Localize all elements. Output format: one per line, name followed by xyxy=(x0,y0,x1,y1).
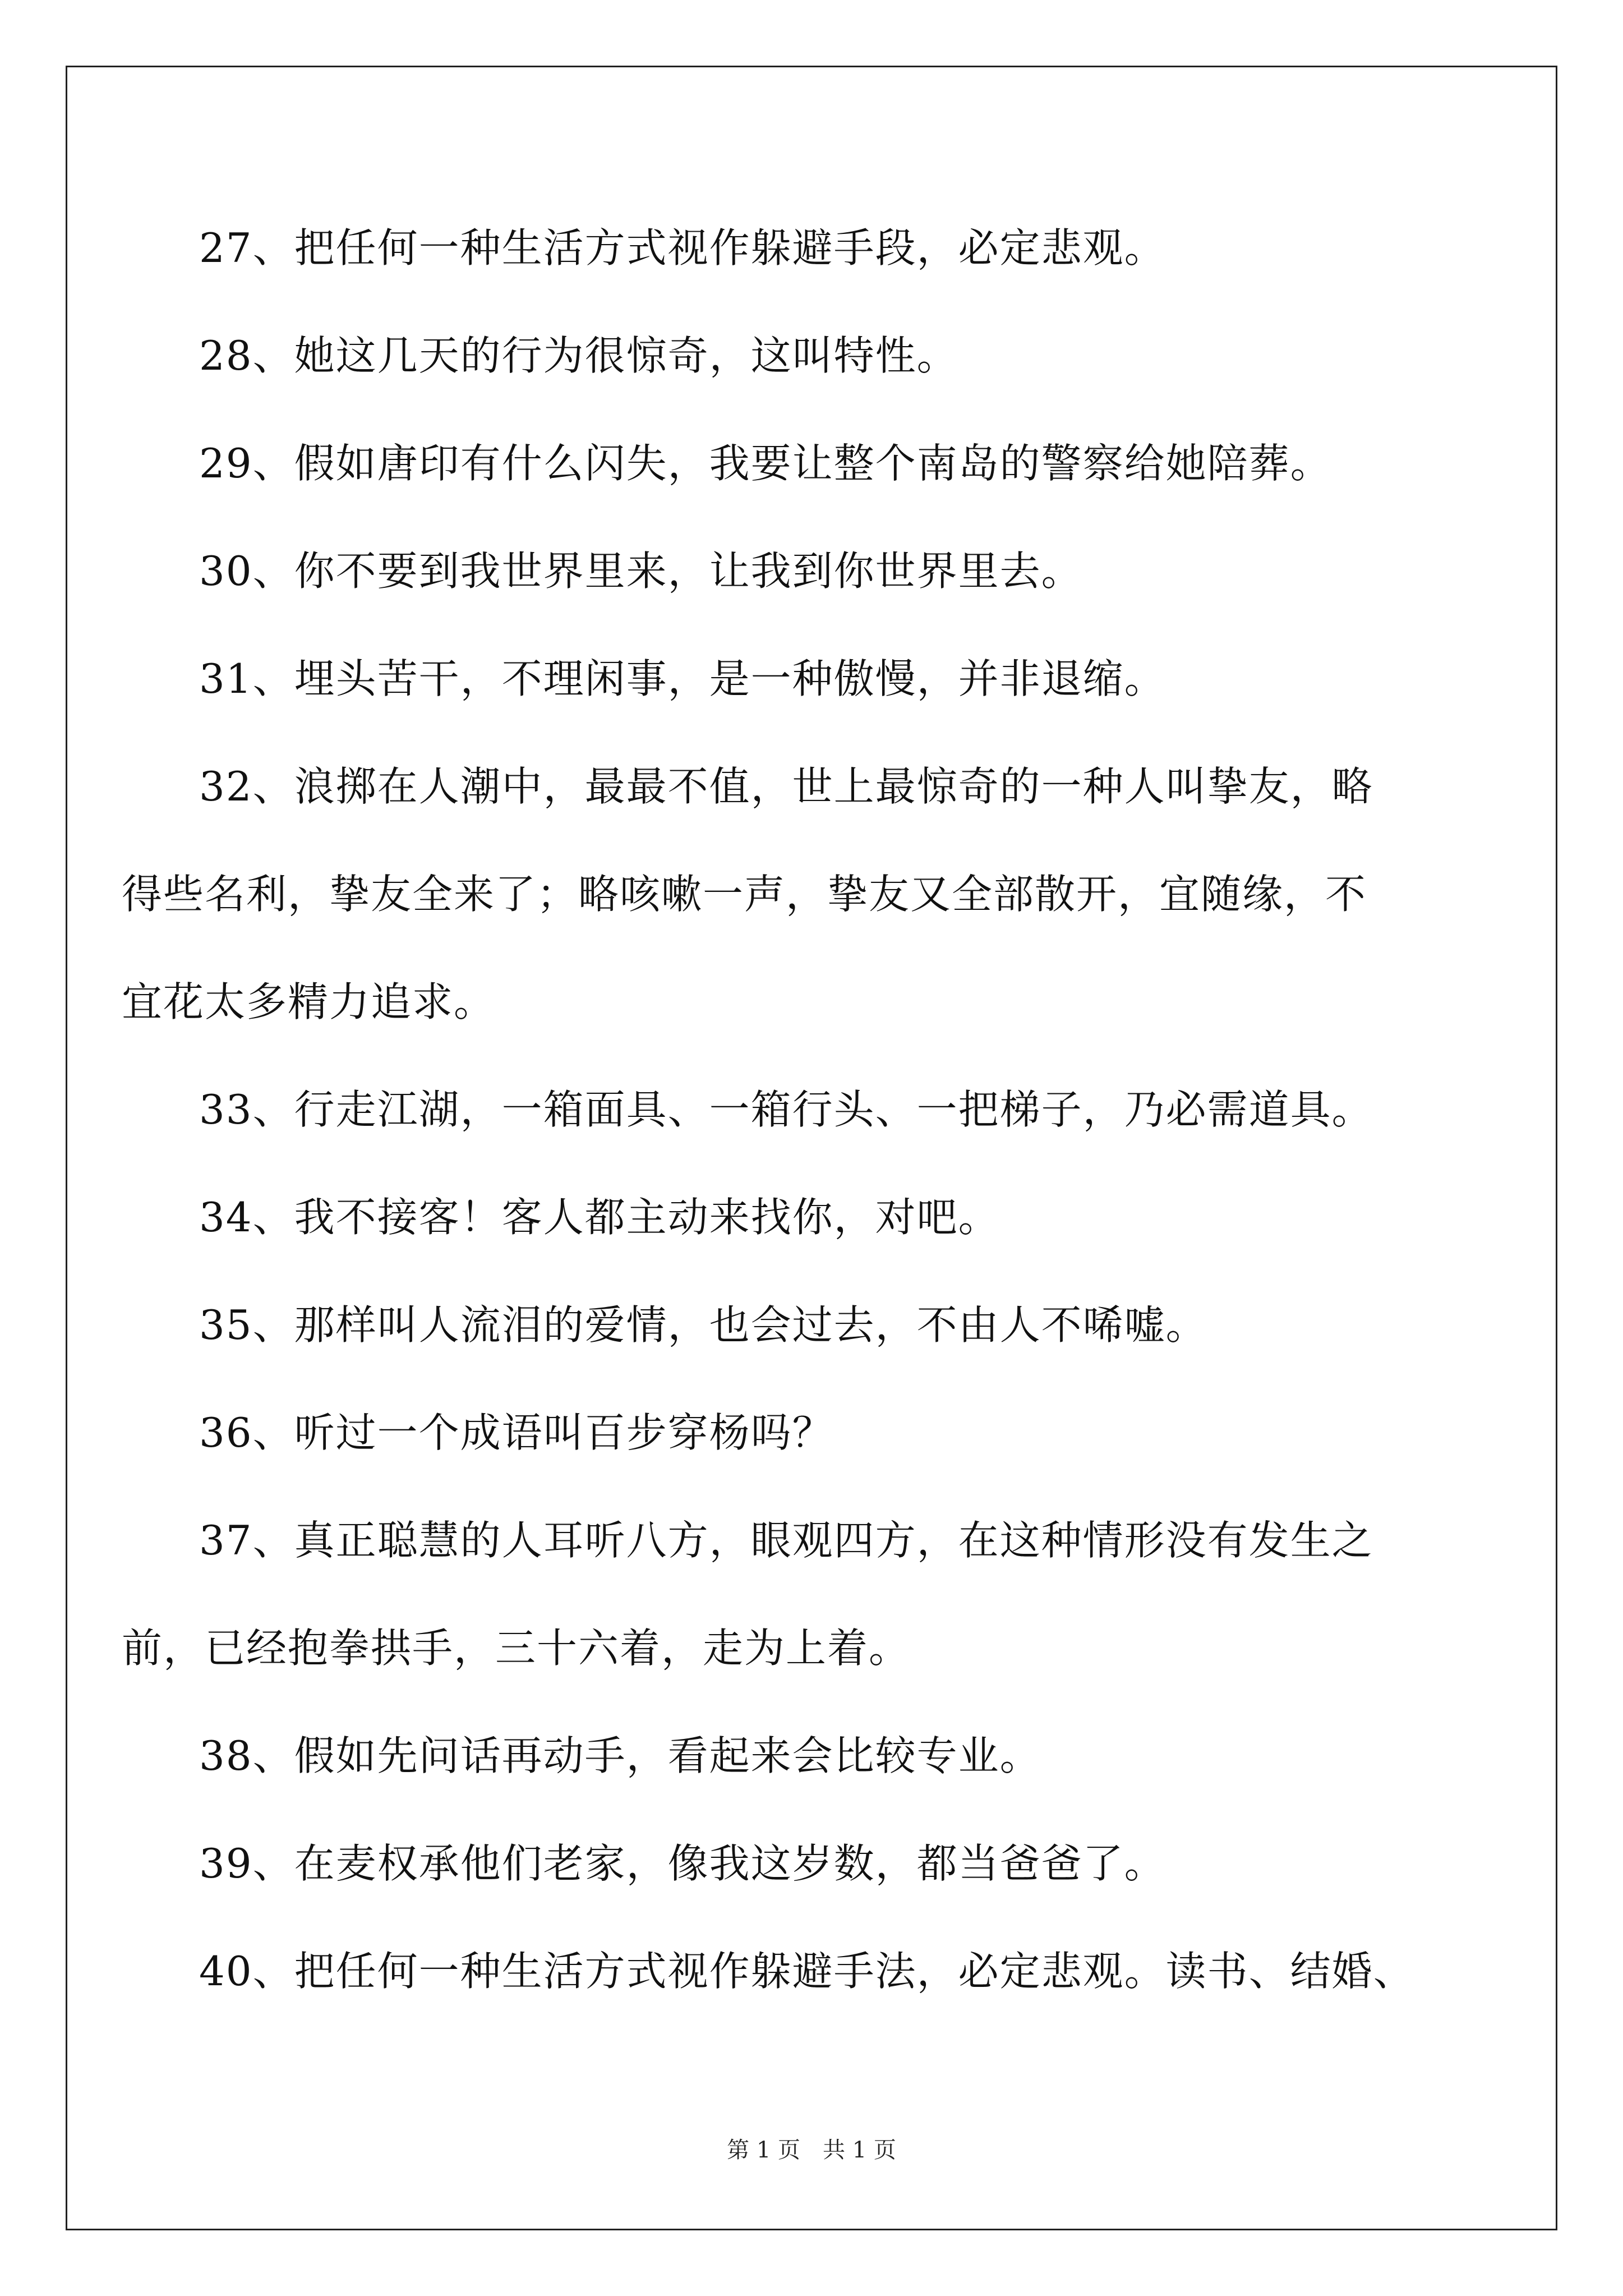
text-line: 29、假如唐印有什么闪失，我要让整个南岛的警察给她陪葬。 xyxy=(199,440,1332,487)
text-line: 31、埋头苦干，不理闲事，是一种傲慢，并非退缩。 xyxy=(199,655,1166,702)
text-line: 33、行走江湖，一箱面具、一箱行头、一把梯子，乃必需道具。 xyxy=(199,1086,1373,1133)
text-line: 得些名利，挚友全来了；略咳嗽一声，挚友又全部散开，宜随缘，不 xyxy=(122,871,1367,918)
page-number-footer: 第 1 页 共 1 页 xyxy=(727,2137,896,2163)
text-line: 35、那样叫人流泪的爱情，也会过去，不由人不唏嘘。 xyxy=(199,1301,1207,1349)
text-line: 36、听过一个成语叫百步穿杨吗？ xyxy=(199,1409,834,1456)
text-line: 28、她这几天的行为很惊奇，这叫特性。 xyxy=(199,332,958,379)
text-line: 32、浪掷在人潮中，最最不值，世上最惊奇的一种人叫挚友，略 xyxy=(199,763,1373,810)
text-line: 40、把任何一种生活方式视作躲避手法，必定悲观。读书、结婚、 xyxy=(199,1948,1415,1995)
text-line: 宜花太多精力追求。 xyxy=(122,978,496,1025)
text-line: 39、在麦权承他们老家，像我这岁数，都当爸爸了。 xyxy=(199,1840,1166,1887)
text-line: 37、真正聪慧的人耳听八方，眼观四方，在这种情形没有发生之 xyxy=(199,1517,1373,1564)
text-line: 38、假如先问话再动手，看起来会比较专业。 xyxy=(199,1732,1041,1779)
page-border xyxy=(66,66,1557,2230)
text-line: 27、把任何一种生活方式视作躲避手段，必定悲观。 xyxy=(199,224,1166,272)
text-line: 前，已经抱拳拱手，三十六着，走为上着。 xyxy=(122,1625,911,1672)
text-line: 30、你不要到我世界里来，让我到你世界里去。 xyxy=(199,547,1083,595)
text-line: 34、我不接客！客人都主动来找你，对吧。 xyxy=(199,1194,1000,1241)
